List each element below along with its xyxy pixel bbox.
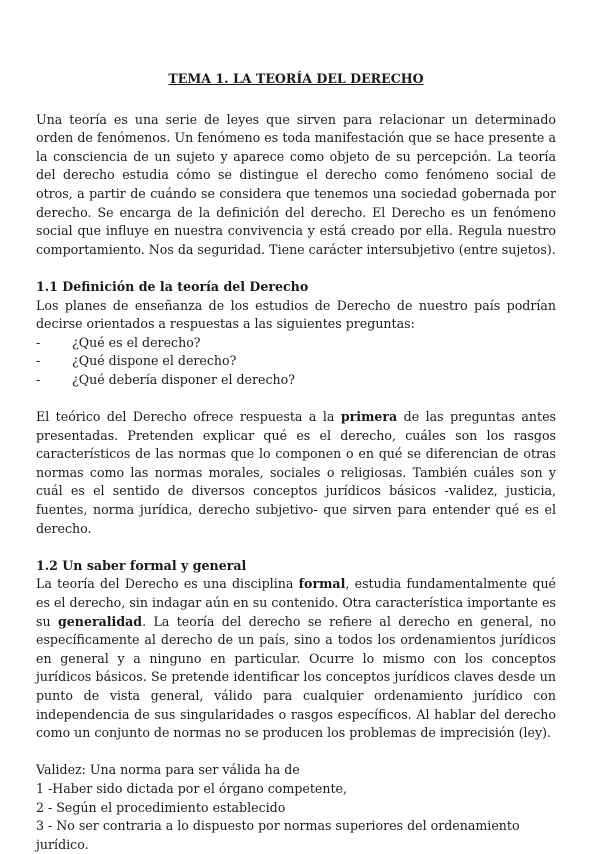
page-title: TEMA 1. LA TEORÍA DEL DERECHO (168, 71, 424, 86)
list-item (36, 334, 556, 353)
validity-item: 2 - Según el procedimiento establecido (36, 799, 286, 815)
validity-lead: Validez: Una norma para ser válida ha de (36, 762, 300, 778)
dash-bullet: - (36, 334, 41, 350)
validity-item: 1 -Haber sido dictada por el órgano competente, (36, 780, 347, 796)
question-text: ¿Qué debería disponer el derecho? (72, 371, 295, 387)
section-1-paragraph (36, 408, 556, 538)
dash-bullet: - (36, 353, 41, 369)
question-text: ¿Qué dispone el derecho? (72, 353, 237, 369)
section-2-paragraph (36, 575, 556, 742)
text-run: La teoría del Derecho es una disciplina (36, 576, 299, 592)
section-1-heading: 1.1 Definición de la teoría del Derecho (36, 278, 309, 294)
section-2-heading: 1.2 Un saber formal y general (36, 557, 247, 573)
validity-block (36, 761, 556, 854)
validity-item: 3 - No ser contraria a lo dispuesto por normas superiores del ordenamiento jurídico. (36, 818, 520, 852)
text-run: de las preguntas antes presentadas. Pretenden explicar qué es el derecho, cuáles son los rasgos característicos de las normas que lo componen o en qué se diferencian de otras normas como las normas morales, sociales o religiosas. También cuáles son y cuál es el sentido de diversos conceptos jurídicos básicos -validez, justicia, fuentes, norma jurídica, derecho subjetivo- que sirven para entender qué es el derecho. (36, 409, 556, 536)
list-item (36, 371, 556, 390)
bold-term: formal (298, 576, 346, 592)
bold-term: generalidad (57, 613, 143, 629)
text-run: . La teoría del derecho se refiere al derecho en general, no específicamente al derecho de un país, sino a todos los ordenamientos jurídicos en general y a ninguno en particular. Ocurre lo mismo con los conceptos jurídicos básicos. Se pretende identificar los conceptos jurídicos claves desde un punto de vista general, válido para cualquier ordenamiento jurídico con independencia de sus singularidades o rasgos específicos. Al hablar del derecho como un conjunto de normas no se producen los problemas de imprecisión (ley). (36, 613, 557, 741)
list-item (36, 352, 556, 371)
dash-bullet: - (36, 371, 41, 387)
text-run: El teórico del Derecho ofrece respuesta a la (36, 409, 341, 425)
text-run: , estudia fundamentalmente qué es el derecho, sin indagar aún en su contenido. Otra característica importante es su (36, 576, 557, 629)
intro-paragraph: Una teoría es una serie de leyes que sirven para relacionar un determinado orden de fenómenos. Un fenómeno es toda manifestación que se hace presente a la consciencia de un sujeto y aparece como objeto de su percepción. La teoría del derecho estudia cómo se distingue el derecho como fenómeno social de otros, a partir de cuándo se considera que tenemos una sociedad gobernada por derecho. Se encarga de la definición del derecho. El Derecho es un fenómeno social que influye en nuestra convivencia y está creado por ella. Regula nuestro comportamiento. Nos da seguridad. Tiene carácter intersubjetivo (entre sujetos). (36, 111, 556, 257)
question-text: ¿Qué es el derecho? (72, 334, 201, 350)
questions-list (36, 334, 556, 390)
bold-term: primera (340, 409, 398, 425)
section-1-lead: Los planes de enseñanza de los estudios de Derecho de nuestro país podrían decirse orientados a respuestas a las siguientes preguntas: (36, 297, 556, 332)
